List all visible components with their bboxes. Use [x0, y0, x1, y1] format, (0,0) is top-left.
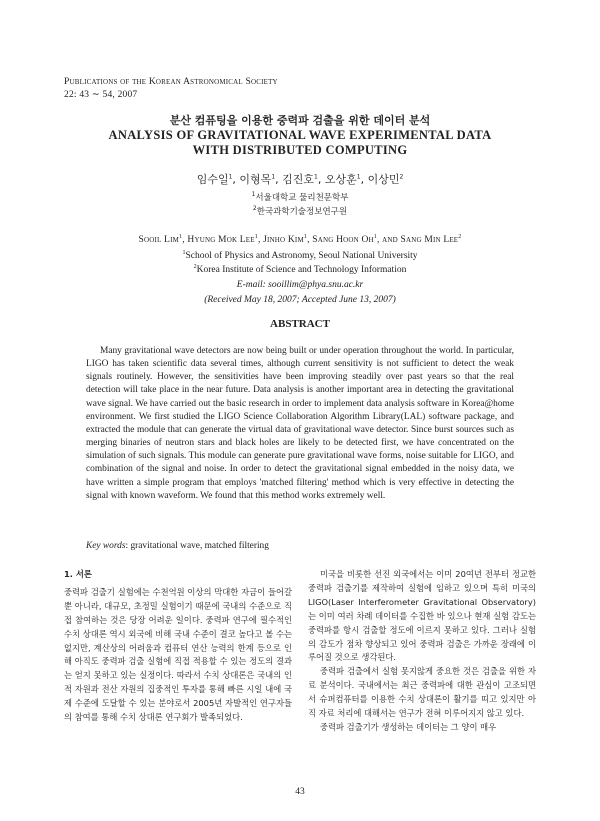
authors-korean: 임수일$^1$, 이형목$^1$, 김진호$^1$, 오상훈$^1$, 이상민$^2$	[196, 173, 404, 186]
page-number: 43	[295, 787, 305, 797]
journal-header	[64, 76, 278, 102]
abstract-heading: ABSTRACT	[270, 318, 330, 330]
journal-title: Publications of the Korean Astronomical Society	[64, 77, 278, 87]
keywords-label: Key words	[86, 541, 126, 551]
author-ko: 이상민$^2$	[367, 173, 404, 186]
affiliation-en-1: $^1$School of Physics and Astronomy, Seoul National University	[182, 249, 418, 261]
journal-volume: 22: 43 ∼ 54, 2007	[64, 90, 138, 100]
received-date: (Received May 18, 2007; Accepted June 13, 2007)	[204, 295, 396, 305]
paragraph: 중력파 검출에서 실험 못지않게 중요한 것은 검출을 위한 자료 분석이다. 국내에서는 최근 중력파에 대한 관심이 고조되면서 슈퍼컴퓨터를 이용한 수치 상대론이 활기를 띠고 있지만 아직 자료 처리에 대해서는 연구가 전혀 이루어지지 않고 있다.	[308, 666, 536, 719]
section-heading: 1. 서론	[64, 569, 92, 579]
abstract-text: Many gravitational wave detectors are now being built or under operation throughout the world. In particular, LIGO has taken scientific data several times, although current sensitivity is not sufficient to detect the weak signals routinely. However, the sensitivities have been improving steadily over past years so that the real detection will take place in the near future. Data analysis is another important area in detecting the gravitational wave signal. We have carried out the basic research in order to implement data analysis software in Korea@home environment. We first studied the LIGO Science Collaboration Algorithm Library(LAL) software package, and extracted the module that can generate the virtual data of gravitational wave detector. Since burst sources such as merging binaries of neutron stars and black holes are likely to be detected first, we have concentrated on the simulation of such signals. This module can generate pure gravitational wave forms, noise suitable for LIGO, and combination of the signal and noise. In order to detect the gravitational signal embedded in the noisy data, we have written a simple program that employs 'matched filtering' method which is very effective in detecting the signal with known waveform. We found that this method works extremely well.	[86, 346, 514, 501]
authors-english: Sooil Lim$^1$, Hyung Mok Lee$^1$, Jinho Kim$^1$, Sang Hoon Oh$^1$, and Sang Min Lee$^2$	[138, 233, 462, 245]
title-english-line2: WITH DISTRIBUTED COMPUTING	[192, 143, 408, 157]
section-paragraph: 중력파 검출기 실험에는 수천억원 이상의 막대한 자금이 들어갈 뿐 아니라, 대규모, 초정밀 실험이기 때문에 국내의 수준으로 직접 참여하는 것은 당장 어려운 일이다. 중력파 연구에 필수적인 수치 상대론 역시 외국에 비해 국내 수준이 결코 높다고 볼 수는 없지만, 계산상의 어려움과 컴퓨터 연산 능력의 한계 등으로 인해 아직도 중력파 검출 실험에 직접 적용할 수 있는 정도의 결과는 얻지 못하고 있는 실정이다. 따라서 수치 상대론은 국내의 인적 자원과 전산 자원의 집중적인 투자를 통해 빠른 시일 내에 국제 수준에 도달할 수 있는 분야로서 2005년 자발적인 연구자들의 참여를 통해 수치 상대론 연구회가 발족되었다.	[64, 586, 292, 723]
author-en: Sooil Lim$^1$	[138, 233, 183, 245]
affiliation-ko-1: $^1$서울대학교 물리천문학부	[251, 191, 349, 203]
author-ko: 임수일$^1$	[196, 173, 233, 186]
paragraph: 미국을 비롯한 선진 외국에서는 이미 20여년 전부터 정교한 중력파 검출기를 제작하여 실험에 임하고 있으며 특히 미국의 LIGO(Laser Interferometer Gravitational Observatory)는 이미 여러 차례 데이터를 수집한 바 있으나 현재 실험 감도는 중력파를 항시 검출할 정도에 이르지 못하고 있다. 그러나 실험의 감도가 점차 향상되고 있어 중력파 검출은 가까운 장래에 이루어질 것으로 생각된다.	[308, 569, 536, 663]
title-english-line1: ANALYSIS OF GRAVITATIONAL WAVE EXPERIMENTAL DATA	[108, 128, 492, 142]
author-en: Sang Min Lee$^2$	[400, 233, 462, 245]
affiliation-en-2: $^2$Korea Institute of Science and Technology Information	[193, 263, 407, 275]
right-column	[308, 568, 536, 735]
author-ko: 김진호$^1$	[282, 173, 318, 186]
author-ko: 오상훈$^1$	[324, 173, 361, 186]
author-en: Sang Hoon Oh$^1$	[312, 233, 377, 245]
paper-title	[0, 113, 600, 158]
email: E-mail: sooillim@phya.snu.ac.kr	[236, 280, 364, 290]
keywords-text: : gravitational wave, matched filtering	[125, 541, 269, 551]
keywords	[86, 541, 269, 551]
author-en: Hyung Mok Lee$^1$	[187, 233, 258, 245]
affiliation-ko-2: $^2$한국과학기술정보연구원	[252, 205, 348, 217]
paragraph: 중력파 검출기가 생성하는 데이터는 그 양이 매우	[320, 721, 497, 732]
author-ko: 이형목$^1$	[239, 173, 276, 186]
left-column	[64, 568, 292, 725]
author-en: Jinho Kim$^1$	[263, 233, 308, 245]
title-korean: 분산 컴퓨팅을 이용한 중력파 검출을 위한 데이터 분석	[169, 114, 431, 127]
